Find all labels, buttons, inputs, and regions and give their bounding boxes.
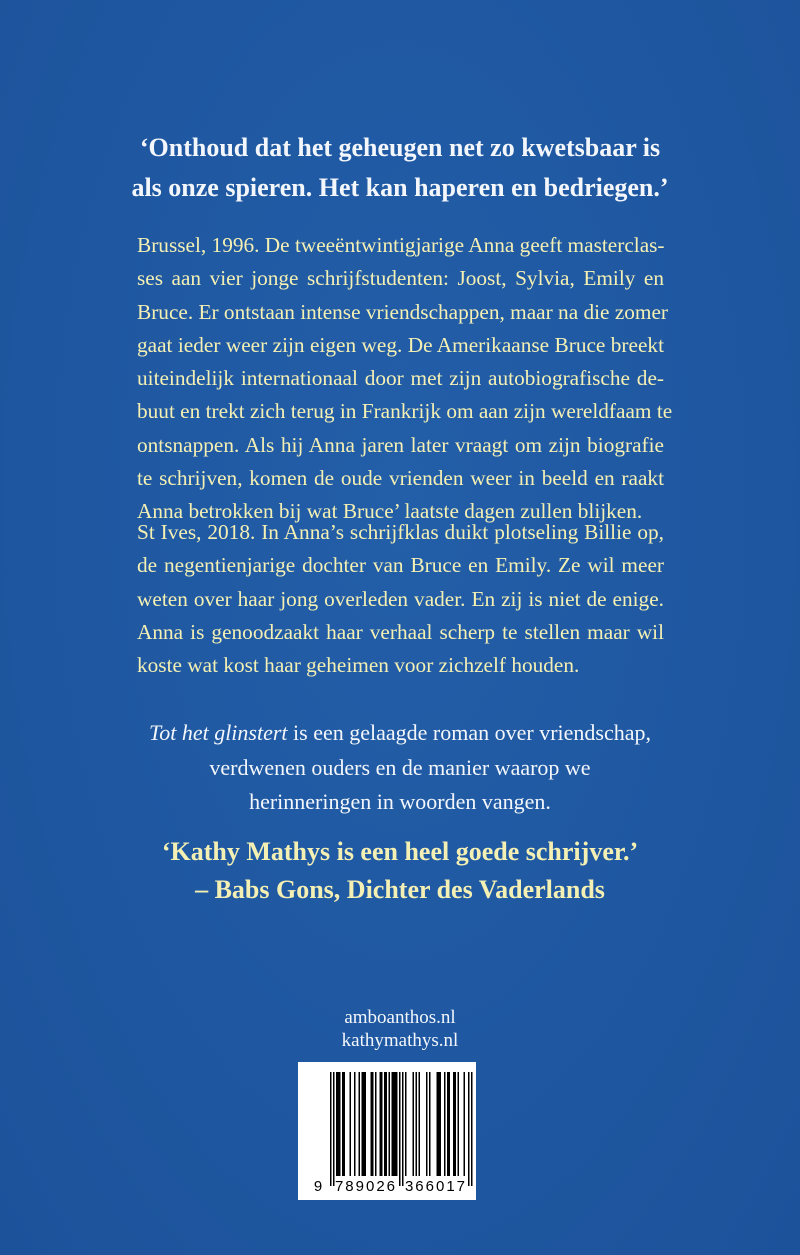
barcode-bar <box>336 1072 338 1176</box>
book-summary <box>100 716 700 820</box>
barcode-bar <box>395 1072 397 1176</box>
barcode-bar <box>413 1072 415 1176</box>
barcode-bar <box>380 1072 382 1176</box>
text-line: te schrijven, komen de oude vrienden weer in beeld en raakt <box>137 466 664 491</box>
barcode-bar <box>437 1072 439 1176</box>
text-line: uiteindelijk internationaal door met zijn autobiografische de- <box>137 366 664 391</box>
barcode-bar <box>438 1072 440 1176</box>
barcode-bar <box>426 1072 428 1176</box>
barcode-bar <box>359 1072 361 1176</box>
barcode-bar <box>386 1072 388 1176</box>
barcode-bar <box>449 1072 451 1176</box>
barcode-bar <box>455 1072 457 1176</box>
barcode-bar <box>371 1072 373 1176</box>
barcode-bar <box>392 1072 394 1176</box>
barcode-bar <box>393 1072 395 1176</box>
text-line: ontsnappen. Als hij Anna jaren later vraagt om zijn biografie <box>137 432 664 457</box>
barcode-bar <box>342 1072 344 1176</box>
barcode-bar <box>399 1072 401 1186</box>
barcode-bar <box>419 1072 421 1176</box>
summary-text: is een gelaagde roman over vriendschap, <box>287 720 651 745</box>
author-website: kathymathys.nl <box>341 1030 459 1051</box>
text-line: de negentienjarige dochter van Bruce en Emily. Ze wil meer <box>137 553 664 578</box>
text-line: ses aan vier jonge schrijfstudenten: Joost, Sylvia, Emily en <box>137 266 664 291</box>
barcode-bar <box>471 1072 473 1186</box>
barcode-bar <box>338 1072 340 1176</box>
summary-text: verdwenen ouders en de manier waarop we <box>209 754 591 780</box>
text-line: koste wat kost haar geheimen voor zichzelf houden. <box>137 653 580 678</box>
barcode-bar <box>362 1072 364 1176</box>
barcode-bar <box>447 1072 449 1176</box>
barcode-bar <box>416 1072 418 1176</box>
barcode-bar <box>429 1072 431 1176</box>
barcode-digit-first: 9 <box>313 1178 323 1195</box>
review-blurb <box>100 833 700 909</box>
barcode-bar <box>344 1072 346 1176</box>
websites <box>250 1006 550 1052</box>
blurb-quote: ‘Kathy Mathys is een heel goede schrijver.’ <box>161 837 639 866</box>
text-line: Brussel, 1996. De tweeëntwintigjarige Anna geeft masterclas- <box>137 233 665 257</box>
barcode-bar <box>464 1072 466 1176</box>
quote-line: als onze spieren. Het kan haperen en bedriegen.’ <box>131 173 669 202</box>
blurb-attribution: – Babs Gons, Dichter des Vaderlands <box>195 875 605 904</box>
barcode-bar <box>363 1072 365 1176</box>
text-line: buut en trekt zich terug in Frankrijk om aan zijn wereldfaam te <box>137 399 673 424</box>
barcode-bar <box>384 1072 386 1176</box>
barcode-bar <box>440 1072 442 1176</box>
text-line: Anna is genoodzaakt haar verhaal scherp te stellen maar wil <box>137 619 664 644</box>
barcode-bar <box>339 1072 341 1176</box>
barcode-bar <box>350 1072 352 1176</box>
synopsis-paragraph-1 <box>137 229 673 529</box>
summary-text: herinneringen in woorden vangen. <box>249 789 551 814</box>
barcode-bar <box>444 1072 446 1176</box>
barcode-bar <box>405 1072 407 1176</box>
synopsis-paragraph-2 <box>137 516 664 682</box>
book-title: Tot het glinstert <box>148 720 288 745</box>
text-line: gaat ieder weer zijn eigen weg. De Amerikaanse Bruce breekt <box>137 332 664 357</box>
barcode-bars <box>298 1062 476 1200</box>
barcode-bar <box>330 1072 332 1186</box>
text-line: Bruce. Er ontstaan intense vriendschappen, maar na die zomer <box>137 299 669 324</box>
barcode-bar <box>402 1072 404 1186</box>
barcode-bar <box>468 1072 470 1186</box>
barcode-digits-left: 789026 <box>334 1178 398 1195</box>
text-line: Anna betrokken bij wat Bruce’ laatste dagen zullen blijken. <box>137 499 643 524</box>
barcode-bar <box>458 1072 460 1176</box>
isbn-barcode <box>298 1062 476 1200</box>
barcode-bar <box>333 1072 335 1186</box>
text-line: weten over haar jong overleden vader. En zij is niet de enige. <box>137 586 664 611</box>
barcode-bar <box>365 1072 367 1176</box>
barcode-bar <box>453 1072 455 1176</box>
barcode-bar <box>354 1072 356 1176</box>
cover-quote <box>100 128 700 208</box>
barcode-bar <box>389 1072 391 1176</box>
barcode-bar <box>375 1072 377 1176</box>
barcode-bar <box>381 1072 383 1176</box>
barcode-bar <box>396 1072 398 1176</box>
barcode-digits-right: 366017 <box>404 1178 468 1195</box>
publisher-website: amboanthos.nl <box>344 1007 456 1028</box>
barcode-bar <box>372 1072 374 1176</box>
quote-line: ‘Onthoud dat het geheugen net zo kwetsbaar is <box>139 133 661 162</box>
text-line: St Ives, 2018. In Anna’s schrijfklas duikt plotseling Billie op, <box>137 520 664 544</box>
